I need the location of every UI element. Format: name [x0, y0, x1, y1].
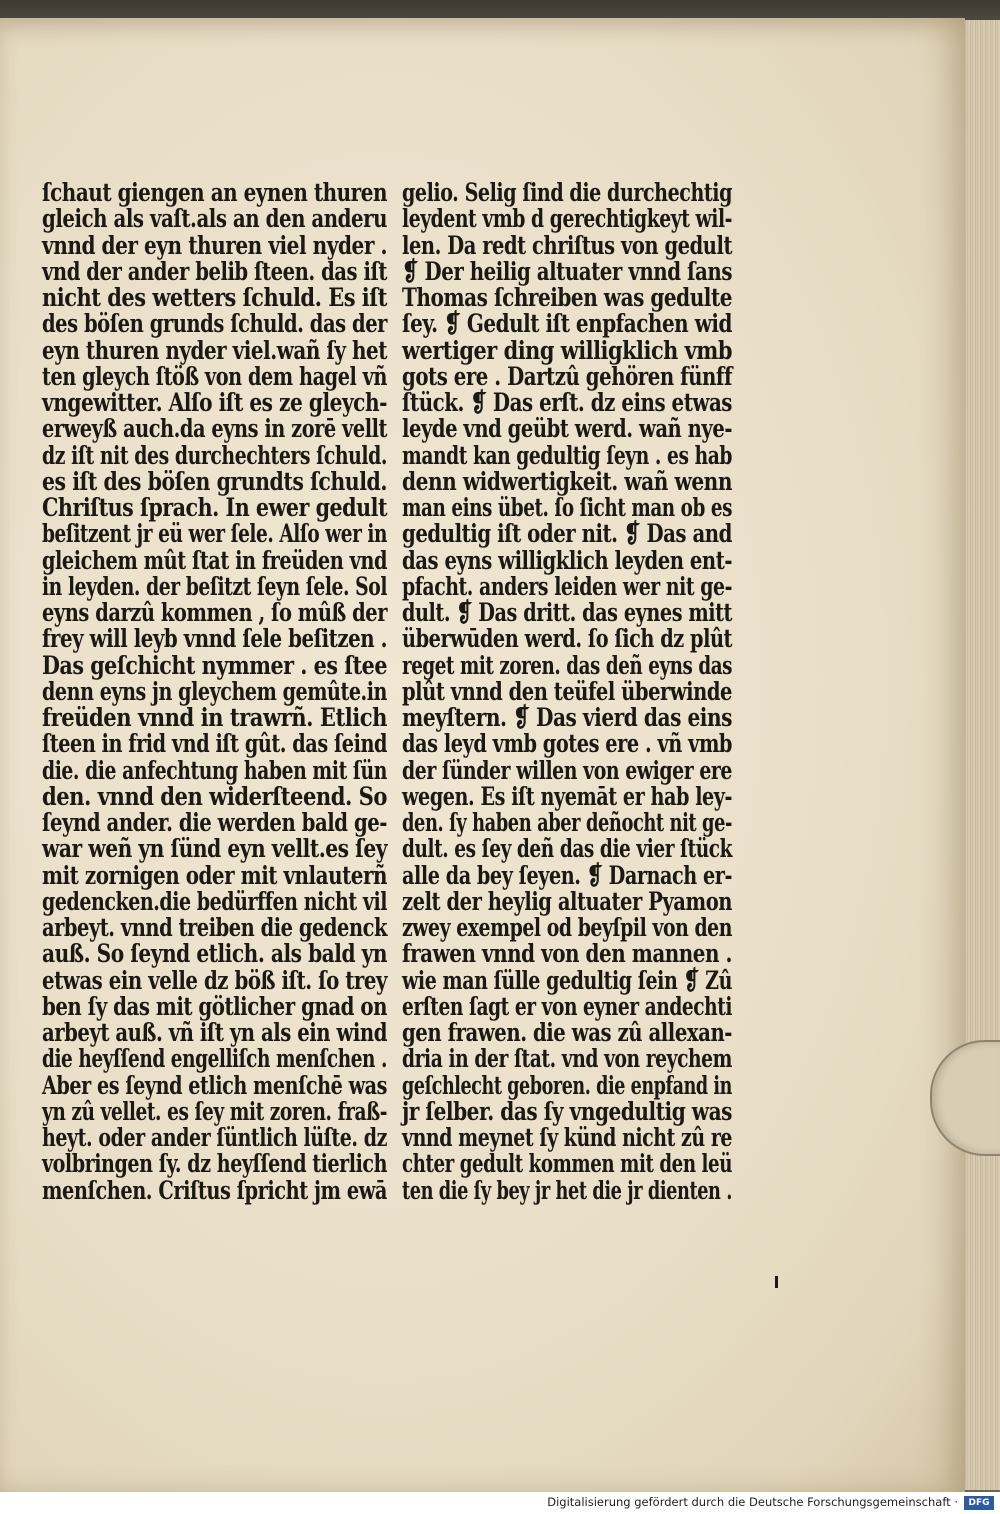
text-line: etwas ein velle dz böß iſt. ſo trey	[42, 965, 387, 996]
text-line: erſten ſagt er von eyner andechti	[402, 991, 732, 1022]
text-line: volbringen ſy. dz heyſſend tierlich	[42, 1149, 387, 1180]
text-line: ſteen in frid vnd iſt gût. das ſeind	[42, 729, 387, 760]
text-line: gots ere . Dartzû gehören fünff	[402, 361, 732, 392]
text-line: yn zû vellet. es ſey mit zoren. fraß-	[42, 1096, 387, 1127]
text-line: len. Da redt chriſtus von gedult	[402, 230, 732, 261]
text-line: gleich als vaſt.als an den anderu	[42, 204, 387, 235]
text-line: meyſtern. ❡ Das vierd das eins	[402, 703, 732, 733]
text-line: Aber es ſeynd etlich menſchē was	[42, 1070, 387, 1101]
text-line: plût vnnd den teüfel überwinde	[402, 676, 732, 707]
text-line: wertiger ding willigklich vmb	[402, 335, 732, 366]
text-line: gelio. Selig ſind die durchechtig	[402, 178, 732, 208]
text-line: vnd der ander belib ſteen. das iſt	[42, 256, 387, 287]
text-line: vnnd der eyn thuren viel nyder .	[42, 230, 387, 261]
text-line: gleichem mût ſtat in freüden vnd	[42, 545, 387, 576]
text-line: in leyden. der beſitzt ſeyn ſele. Sol	[42, 571, 387, 602]
text-line: man eins übet. ſo ſicht man ob es	[402, 493, 732, 523]
text-line: frawen vnnd von den mannen .	[402, 939, 732, 970]
text-line: menſchen. Criſtus ſpricht jm ewā	[42, 1175, 387, 1206]
text-line: der ſünder willen von ewiger ere	[402, 755, 732, 786]
text-line: arbeyt auß. vñ iſt yn als ein wind	[42, 1018, 387, 1048]
text-line: ſtück. ❡ Das erſt. dz eins etwas	[402, 388, 732, 418]
text-line: gen frawen. die was zû allexan-	[402, 1018, 732, 1048]
text-line: erweyß auch.da eyns in zorē vellt	[42, 414, 387, 445]
text-line: alle da bey ſeyen. ❡ Darnach er-	[402, 860, 732, 891]
text-line: das leyd vmb gotes ere . vñ vmb	[402, 729, 732, 760]
text-line: ſeynd ander. die werden bald ge-	[42, 808, 387, 838]
text-line: mandt kan gedultig ſeyn . es hab	[402, 440, 732, 471]
text-line: war weñ yn ſünd eyn vellt.es ſey	[42, 834, 387, 865]
text-line: leydent vmb d gerechtigkeyt wil-	[402, 204, 732, 235]
text-line: dult. ❡ Das dritt. das eynes mitt	[402, 598, 732, 628]
text-line: wegen. Es iſt nyemāt er hab ley-	[402, 781, 732, 812]
text-line: gedencken.die bedürffen nicht vil	[42, 886, 387, 917]
text-line: frey will leyb vnnd ſele beſitzen .	[42, 624, 387, 655]
text-line: pfacht. anders leiden wer nit ge-	[402, 571, 732, 602]
text-line: es iſt des böſen grundts ſchuld.	[42, 466, 387, 497]
text-line: beſitzent jr eü wer ſele. Alſo wer in	[42, 519, 387, 550]
text-line: vngewitter. Alſo iſt es ze gleych-	[42, 388, 387, 418]
digitization-footer	[0, 1492, 1000, 1514]
text-line: denn widwertigkeit. wañ wenn	[402, 466, 732, 497]
text-line: geſchlecht geboren. die enpfand in	[402, 1070, 732, 1101]
text-line: ſchaut giengen an eynen thuren	[42, 178, 387, 208]
text-line: eyns darzû kommen , ſo mûß der	[42, 598, 387, 628]
text-line: dult. es ſey deñ das die vier ſtück	[402, 834, 732, 865]
text-line: auß. So ſeynd etlich. als bald yn	[42, 939, 387, 970]
text-line: gedultig iſt oder nit. ❡ Das and	[402, 519, 732, 550]
text-line: dria in der ſtat. vnd von reychem	[402, 1044, 732, 1075]
text-line: ben ſy das mit götlicher gnad on	[42, 991, 387, 1022]
text-line: zelt der heylig altuater Pyamon	[402, 886, 732, 917]
text-line: Das geſchicht nymmer . es ſtee	[42, 650, 387, 681]
text-line: arbeyt. vnnd treiben die gedenck	[42, 913, 387, 943]
text-line: Chriſtus ſprach. In ewer gedult	[42, 493, 387, 523]
text-line: chter gedult kommen mit den leü	[402, 1149, 732, 1180]
page-mark	[775, 1276, 778, 1288]
text-line: ten die ſy bey jr het die jr dienten .	[402, 1175, 732, 1206]
text-line: denn eyns jn gleychem gemûte.in	[42, 676, 387, 707]
text-line: überwūden werd. ſo ſich dz plût	[402, 624, 732, 655]
text-line: heyt. oder ander ſüntlich lüſte. dz	[42, 1123, 387, 1153]
dfg-logo-icon: DFG	[964, 1496, 994, 1510]
text-line: nicht des wetters ſchuld. Es iſt	[42, 283, 387, 313]
text-line: den. vnnd den widerſteend. So	[42, 781, 387, 812]
page-sheet	[0, 18, 965, 1492]
text-line: eyn thuren nyder viel.wañ ſy het	[42, 335, 387, 366]
text-line: den. ſy haben aber deñocht nit ge-	[402, 808, 732, 838]
text-line: dz iſt nit des durchechters ſchuld.	[42, 440, 387, 471]
text-line: wie man ſülle gedultig ſein ❡ Zû	[402, 965, 732, 996]
text-line: des böſen grunds ſchuld. das der	[42, 309, 387, 340]
text-line: ❡ Der heilig altuater vnnd ſans	[402, 256, 732, 287]
text-line: ten gleych ſtöß von dem hagel vñ	[42, 361, 387, 392]
text-line: jr ſelber. das ſy vngedultig was	[402, 1096, 732, 1127]
text-line: mit zornigen oder mit vnlauterñ	[42, 860, 387, 891]
text-line: das eyns willigklich leyden ent-	[402, 545, 732, 576]
funding-credit: Digitalisierung gefördert durch die Deutsche Forschungsgemeinschaft ·	[547, 1495, 958, 1509]
text-line: ſey. ❡ Gedult iſt enpfachen wid	[402, 309, 732, 340]
text-line: die heyſſend engelliſch menſchen .	[42, 1044, 387, 1075]
text-line: Thomas ſchreiben was gedulte	[402, 283, 732, 313]
text-line: vnnd meynet ſy künd nicht zû re	[402, 1123, 732, 1153]
right-text-column	[402, 180, 732, 1204]
text-line: die. die anfechtung haben mit ſün	[42, 755, 387, 786]
text-line: zwey exempel od beyſpil von den	[402, 913, 732, 943]
text-line: freüden vnnd in trawrñ. Etlich	[42, 703, 387, 733]
text-line: reget mit zoren. das deñ eyns das	[402, 650, 732, 681]
left-text-column	[42, 180, 387, 1204]
text-line: leyde vnd geübt werd. wañ nye-	[402, 414, 732, 445]
